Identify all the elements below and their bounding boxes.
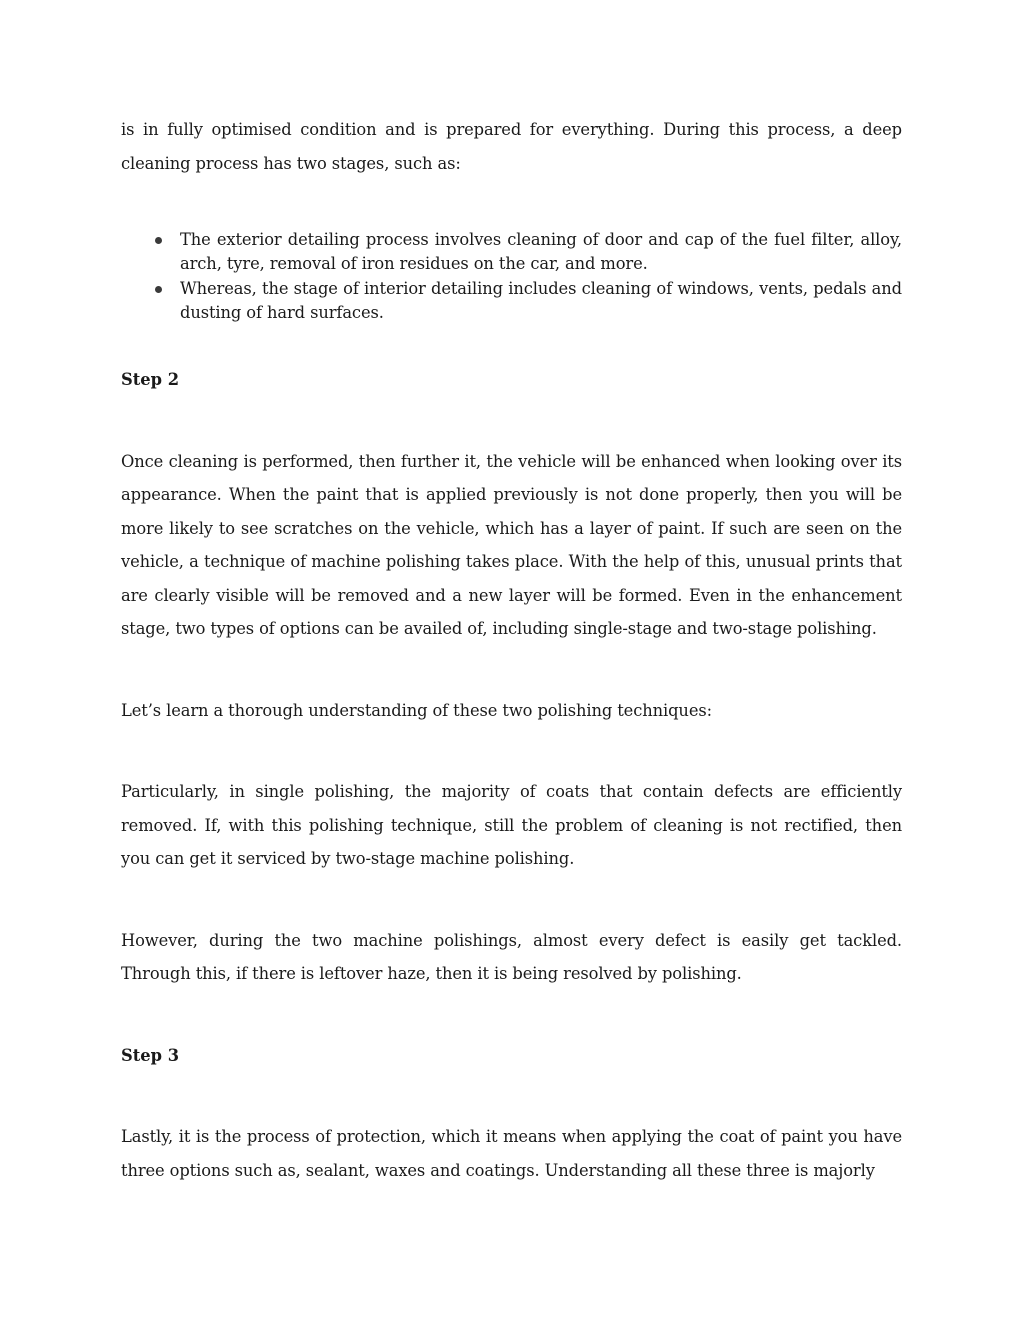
step-2-paragraph: Once cleaning is performed, then further it, the vehicle will be enhanced when looking over its appearance. When the paint that is applied previously is not done properly, then you will be more likely to see scratches on the vehicle, which has a layer of paint. If such are seen on the vehicle, a technique of machine polishing takes place. With the help of this, unusual prints that are clearly visible will be removed and a new layer will be formed. Even in the enhancement stage, two types of options can be availed of, including single-stage and two-stage polishing. (121, 451, 902, 639)
bullet-dot-icon (155, 286, 162, 293)
bullet-item (121, 277, 902, 326)
spacer (121, 876, 902, 924)
document-page (121, 113, 902, 1187)
bullet-text: Whereas, the stage of interior detailing includes cleaning of windows, vents, pedals and dusting of hard surfaces. (180, 278, 902, 322)
spacer (121, 727, 902, 775)
single-polishing-paragraph: Particularly, in single polishing, the majority of coats that contain defects are efficiently removed. If, with this polishing technique, still the problem of cleaning is not rectified, then you can get it serviced by two-stage machine polishing. (121, 782, 902, 869)
two-polishing-paragraph: However, during the two machine polishings, almost every defect is easily get tackled. Through this, if there is leftover haze, then it is being resolved by polishing. (121, 930, 902, 984)
spacer (121, 180, 902, 228)
bullet-dot-icon (155, 237, 162, 244)
spacer (121, 1072, 902, 1120)
step-3-paragraph: Lastly, it is the process of protection, which it means when applying the coat of paint you have three options such as, sealant, waxes and coatings. Understanding all these three is majorly (121, 1127, 902, 1180)
step-2-heading: Step 2 (121, 370, 180, 390)
spacer (121, 991, 902, 1039)
step-3-heading: Step 3 (121, 1045, 180, 1065)
bullet-list (121, 228, 902, 325)
spacer (121, 397, 902, 445)
bullet-item (121, 228, 902, 277)
bullet-text: The exterior detailing process involves cleaning of door and cap of the fuel filter, alloy, arch, tyre, removal of iron residues on the car, and more. (180, 230, 902, 274)
intro-paragraph: is in fully optimised condition and is prepared for everything. During this process, a deep cleaning process has two stages, such as: (121, 120, 902, 173)
polishing-intro-paragraph: Let’s learn a thorough understanding of these two polishing techniques: (121, 700, 712, 720)
spacer (121, 646, 902, 694)
spacer (121, 325, 902, 363)
